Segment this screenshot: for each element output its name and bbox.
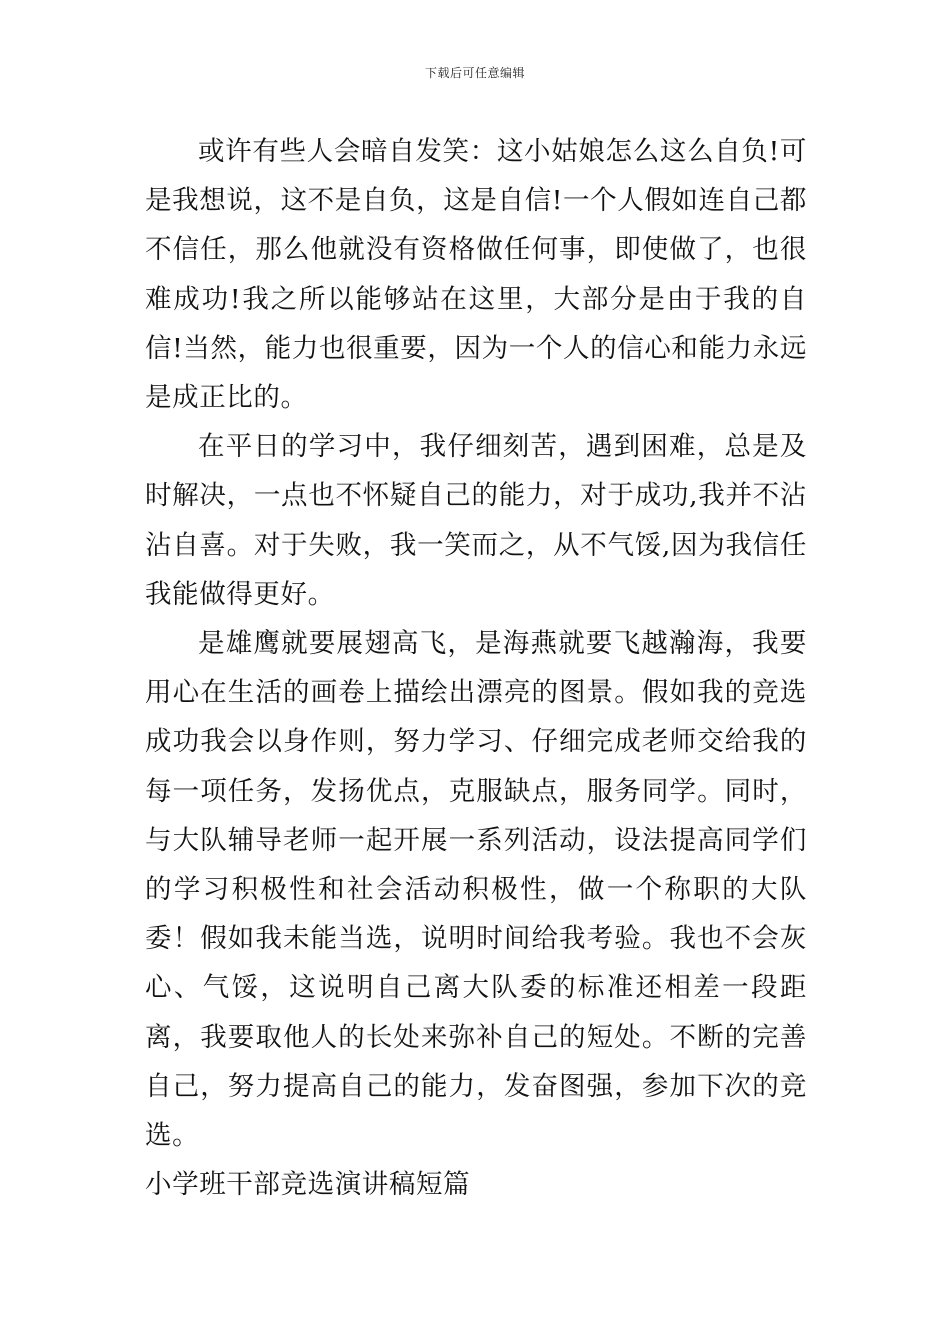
paragraph-3: 是雄鹰就要展翅高飞，是海燕就要飞越瀚海，我要用心在生活的画卷上描绘出漂亮的图景。假如我的竞选成功我会以身作则，努力学习、仔细完成老师交给我的每一项任务，发扬优点，克服缺点，服务同学。同时，与大队辅导老师一起开展一系列活动，设法提高同学们的学习积极性和社会活动积极性，做一个称职的大队委！假如我未能当选，说明时间给我考验。我也不会灰心、气馁，这说明自己离大队委的标准还相差一段距离，我要取他人的长处来弥补自己的短处。不断的完善自己，努力提高自己的能力，发奋图强，参加下次的竞选。 xyxy=(145,628,807,1152)
paragraph-1: 或许有些人会暗自发笑：这小姑娘怎么这么自负!可是我想说，这不是自负，这是自信!一个人假如连自己都不信任，那么他就没有资格做任何事，即使做了，也很难成功!我之所以能够站在这里，大部分是由于我的自信!当然，能力也很重要，因为一个人的信心和能力永远是成正比的。 xyxy=(145,136,807,414)
document-body xyxy=(145,127,807,1209)
paragraph-2: 在平日的学习中，我仔细刻苦，遇到困难，总是及时解决，一点也不怀疑自己的能力，对于成功,我并不沾沾自喜。对于失败，我一笑而之，从不气馁,因为我信任我能做得更好。 xyxy=(145,431,807,610)
section-title: 小学班干部竞选演讲稿短篇 xyxy=(145,1169,471,1201)
header-note: 下载后可任意编辑 xyxy=(424,66,525,80)
